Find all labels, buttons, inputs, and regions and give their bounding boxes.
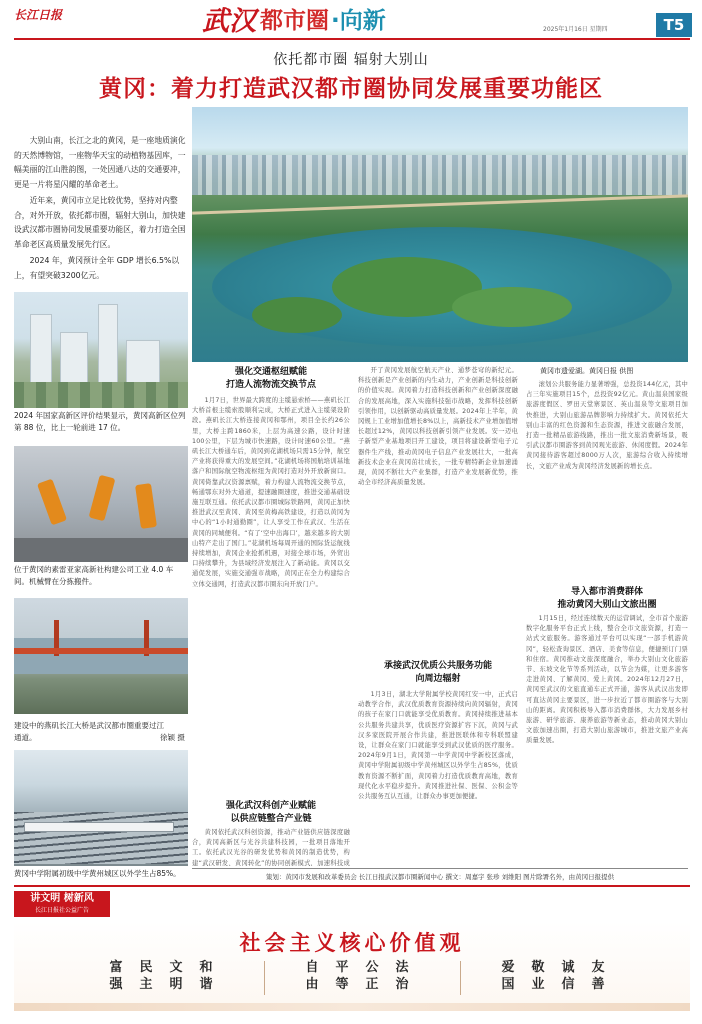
note-rule: [192, 868, 688, 869]
photo-hightech-zone: [14, 292, 188, 408]
body-paragraph: 1月3日，湖北大学附属学校黄冈红安一中，正式启动教学合作，武汉优质教育资源持续向黄冈辐射，黄冈的孩子在家门口就能享受优质教育。黄冈持续推进基本公共服务共建共享，优质医疗资源扩容下沉，黄冈与武汉多家医院开展合作共建，推进医联体和专科联盟建设，让群众在家门口就能享受到武汉优质的医疗服务。2024年9月1日，黄冈第一中学黄冈中学新校区落成，黄冈中学附属初级中学黄州城区以外学生占85%，优质教育资源不断扩面，黄冈着力打造优质教育高地，教育现代化水平稳步提升。黄冈推进社保、医保、公积金等公共服务互认互通，让群众办事更加便捷。: [358, 691, 518, 801]
body-column-2b: [358, 690, 518, 866]
value-word: 平 等: [335, 960, 349, 992]
header-rule: [14, 38, 690, 40]
value-word: 诚 信: [561, 960, 575, 992]
body-paragraph: 开了黄冈发展航空航天产业、通梦苍穹的新纪元。科技创新是产业创新的内生动力，产业创新是科技创新的价值实现。黄冈着力打造科技创新和产业创新深度融合的发展高地，深入实施科技强市战略，发挥科技创新引领作用，以创新驱动高质量发展。2024年上半年，黄冈规上工业增加值增长8%以上，高新技术产业增加值增长超过12%，黄冈以科技创新引领产业发展。安一迈电子新型产业基地项目开工建设，项目将建设新型电子元器件生产线，推动黄冈电子信息产业发展壮大，一批高新技术企业在黄冈茁壮成长，一批专精特新企业加速涌现，黄冈不断壮大产业集群，打造产业发展新优势，推动全市经济高质量发展。: [358, 367, 518, 487]
banner-title: 社会主义核心价值观: [239, 931, 465, 955]
value-word: 富 强: [109, 960, 123, 992]
value-word: 和 谐: [199, 960, 213, 992]
masthead-metro: 都市圈: [260, 7, 329, 34]
intro-paragraph: 2024 年，黄冈预计全年 GDP 增长6.5%以上，有望突破3200亿元。: [14, 256, 180, 280]
ad-tag-sub: 长江日报社公益广告: [34, 907, 89, 914]
body-column-1b: [192, 828, 350, 866]
masthead: [202, 2, 386, 37]
article-intro: [14, 134, 188, 285]
photo-robot-workshop: [14, 446, 188, 562]
core-values-banner: [14, 921, 690, 1011]
section-head-public-service: 承接武汉优质公共服务功能 向周边辐射: [383, 661, 492, 684]
caption-hightech-zone: 2024 年国家高新区评价结果显示，黄冈高新区位列第 88 位，比上一轮前进 17 位。: [14, 411, 186, 432]
body-paragraph: 1月15日，经过连续数天的运营调试，全市首个旅游数字化服务平台正式上线，整合全市文旅资源，打造一站式文旅服务。游客通过平台可以实现“一部手机游黄冈”，轻松查询景区、酒店、美食等信息，便捷预订门票和住宿。黄冈推动文旅深度融合，举办大别山文化旅游节、东坡文化节等系列活动，以节会为媒，让更多游客走进黄冈、了解黄冈、爱上黄冈。2024年12月27日，黄冈至武汉的文旅直通车正式开通，游客从武汉出发即可直达黄冈主要景区，进一步拉近了都市圈游客与大别山的距离。黄冈积极导入都市消费群体，大力发展乡村旅游、研学旅游、康养旅游等新业态，推动黄冈大别山文旅加速出圈，打造大别山旅游城市，推进文旅产业高质量发展。: [526, 615, 688, 745]
issue-date: 2025年1月16日 星期四: [543, 26, 608, 33]
body-column-1a: [192, 396, 350, 794]
value-word: 敬 业: [531, 960, 545, 992]
caption-robot-workshop: 位于黄冈的素雷亚家高新社构建公司工业 4.0 车间。机械臂在分拣搬件。: [14, 565, 174, 586]
body-column-3b: [526, 614, 688, 866]
intro-paragraph: 近年来，黄冈市立足比较优势，坚持对内整合，对外开放，依托都市圈，辐射大别山，加快建设武汉都市圈协同发展重要功能区，着力打造全国革命老区高质量发展先行区。: [14, 196, 186, 249]
article-credits: 策划：黄冈市发展和改革委员会 长江日报武汉都市圈新闻中心 撰文：周嘉宇 张珍 刘维阳 图片除署名外，由黄冈日报提供: [265, 873, 615, 881]
values-group-national: [108, 959, 214, 993]
value-word: 民 主: [139, 960, 153, 992]
value-word: 文 明: [169, 960, 183, 992]
body-column-2a: [358, 366, 518, 654]
article-subtitle: 依托都市圈 辐射大别山: [273, 52, 429, 68]
ad-tag-title: 讲文明 树新风: [30, 893, 94, 904]
photo-school: [14, 750, 188, 866]
masthead-forward: ·向新: [331, 7, 386, 34]
paper-name: 长江日报: [14, 8, 63, 22]
photo-yanji-bridge: [14, 598, 188, 714]
value-word: 自 由: [305, 960, 319, 992]
value-word: 友 善: [591, 960, 605, 992]
section-head-transport: 强化交通枢纽赋能 打造人流物流交换节点: [225, 367, 316, 390]
value-word: 公 正: [365, 960, 379, 992]
section-head-tourism: 导入都市消费群体 推动黄冈大别山文旅出圈: [557, 587, 657, 610]
masthead-wuhan: 武汉: [202, 5, 256, 37]
section-head-industry: 强化武汉科创产业赋能 以供应链整合产业链: [225, 801, 316, 824]
body-column-3a: [526, 380, 688, 580]
photo-yiai-lake: [192, 107, 688, 362]
intro-paragraph: 大别山南，长江之北的黄冈，是一座地质演化的天然博物馆，一座物华天宝的动植物基因库，一幅美丽的江山胜韵图，一处因通八达的交通要冲，更是一片将星闪耀的革命老土。: [14, 136, 186, 189]
page-number: T5: [656, 13, 692, 37]
caption-main: 黄冈市遗爱湖。黄冈日报 供图: [540, 367, 634, 375]
body-paragraph: 黄冈依托武汉科创资源，推动产业链供应链深度融合，黄冈高新区与光谷共建科技园，一批项目落地开工。依托武汉光谷的研发优势和黄冈的制造优势，构建“武汉研发、黄冈转化”的协同创新模式，加速科技成: [192, 829, 350, 866]
values-group-individual: [500, 959, 606, 993]
caption-yanji-bridge: 建设中的燕矶长江大桥是武汉都市圈重要过江通道。: [14, 721, 164, 742]
value-word: 爱 国: [501, 960, 515, 992]
values-group-social: [304, 959, 410, 993]
ad-tag: [14, 891, 110, 917]
page-header: [0, 0, 702, 40]
body-paragraph: 1月7日，世界最大跨度的主缆悬索桥——燕矶长江大桥首根主缆索股顺利完成，大桥正式进入主缆架设阶段。燕矶长江大桥连接黄冈和鄂州，项目全长约26公里，大桥主跨1860米，上层为高速公路，设计时速100公里，下层为城市快速路，设计时速60公里。“燕矶长江大桥通车后，黄冈到花湖机场只需15分钟，航空产业将获得重大的发展空间。”花湖机场将国航培训基地落户和国际航空物流枢纽为黄冈打造对外开放新窗口。黄冈倚靠武汉资源禀赋，着力构建人流物流交换节点，畅通鄂东对外大通道，提速融圈速度，推进交通基础设施互联互通。依托武汉都市圈城际铁路网，黄冈正加快推进武汉至黄冈、黄冈至黄梅高铁建设，打造以黄冈为中心的“1小时通勤圈”，让人享受工作在武汉、生活在黄冈的同城便利。“有了‘空中出海口’，越来越多的大别山特产走出了国门。”花湖机场每周开通的国际货运航线持续增加，黄冈企业抢抓机遇，对接全球市场，外贸出口持续攀升，为县域经济发展注入了新动能。黄冈以交通促发展，实施交通强市战略，黄冈正在全力构建综合立体交通网，打造武汉都市圈东向开放门户。: [192, 397, 350, 588]
bottom-rule: [14, 885, 690, 887]
value-word: 法 治: [395, 960, 409, 992]
photo-credit: 徐颖 摄: [160, 733, 185, 742]
body-paragraph: 滚划公共服务能力显著增强，总投资144亿元，其中占三年实施项目15个，总投资92亿元。黄山温泉国家级旅游度假区、罗田天堂寨景区、英山温泉等文旅项目加快推进，大别山旅游品牌影响力持续扩大。黄冈依托大别山丰富的红色资源和生态资源，推进文旅融合发展，打造一批精品旅游线路，推出一批文旅消费新场景，吸引武汉都市圈游客到黄冈观光旅游、休闲度假。2024年黄冈接待游客超过8000万人次，旅游综合收入持续增长，文旅产业成为黄冈经济发展新的增长点。: [526, 381, 688, 470]
article-title: 黄冈：着力打造武汉都市圈协同发展重要功能区: [99, 76, 603, 102]
caption-school: 黄冈中学附属初级中学黄州城区以外学生占85%。: [14, 869, 181, 878]
